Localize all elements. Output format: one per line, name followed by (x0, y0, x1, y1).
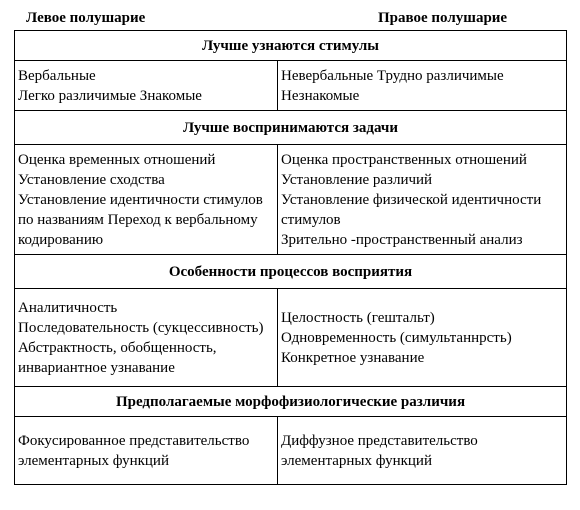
right-cell-morphophysiology (278, 417, 567, 485)
list-item: Оценка временных отношений (18, 151, 216, 168)
section-title-perception: Особенности процессов восприятия (15, 255, 567, 289)
list-item: Абстрактность, обобщенность, инвариантное узнавание (18, 339, 217, 376)
list-item: Оценка пространственных отношений (281, 151, 527, 168)
list-item: Последовательность (сукцессивность) (18, 319, 264, 336)
section-header-row (15, 387, 567, 417)
section-content-row (15, 61, 567, 111)
section-header-row (15, 255, 567, 289)
list-item: Зрительно -пространственный анализ (281, 231, 523, 248)
list-item: Целостность (гештальт) (281, 309, 435, 326)
list-item: Установление сходства (18, 171, 165, 188)
list-item: Установление различий (281, 171, 433, 188)
section-content-row (15, 145, 567, 255)
section-content-row (15, 289, 567, 387)
list-item: Установление физической идентичности стимулов (281, 191, 542, 228)
list-item: Незнакомые (281, 87, 360, 104)
right-cell-stimuli (278, 61, 567, 111)
section-title-stimuli: Лучше узнаются стимулы (15, 31, 567, 61)
section-header-row (15, 31, 567, 61)
list-item: Невербальные Трудно различимые (281, 67, 504, 84)
section-content-row (15, 417, 567, 485)
section-title-tasks: Лучше воспринимаются задачи (15, 111, 567, 145)
list-item: Одновременность (симультаннрсть) (281, 329, 512, 346)
list-item: Легко различимые Знакомые (18, 87, 202, 104)
left-cell-morphophysiology (15, 417, 278, 485)
section-header-row (15, 111, 567, 145)
section-title-morphophysiology: Предполагаемые морфофизиологические различия (15, 387, 567, 417)
right-cell-tasks (278, 145, 567, 255)
list-item: Диффузное представительство элементарных функций (281, 432, 478, 469)
list-item: Вербальные (18, 67, 96, 84)
left-cell-tasks (15, 145, 278, 255)
right-cell-perception (278, 289, 567, 387)
comparison-table (14, 30, 567, 485)
left-cell-perception (15, 289, 278, 387)
list-item: Конкретное узнавание (281, 349, 425, 366)
list-item: Установление идентичности стимулов по названиям Переход к вербальному кодированию (18, 191, 263, 248)
right-hemisphere-header: Правое полушарие (378, 10, 508, 26)
left-hemisphere-header: Левое полушарие (26, 10, 146, 26)
list-item: Фокусированное представительство элементарных функций (18, 432, 250, 469)
list-item: Аналитичность (18, 299, 118, 316)
left-cell-stimuli (15, 61, 278, 111)
